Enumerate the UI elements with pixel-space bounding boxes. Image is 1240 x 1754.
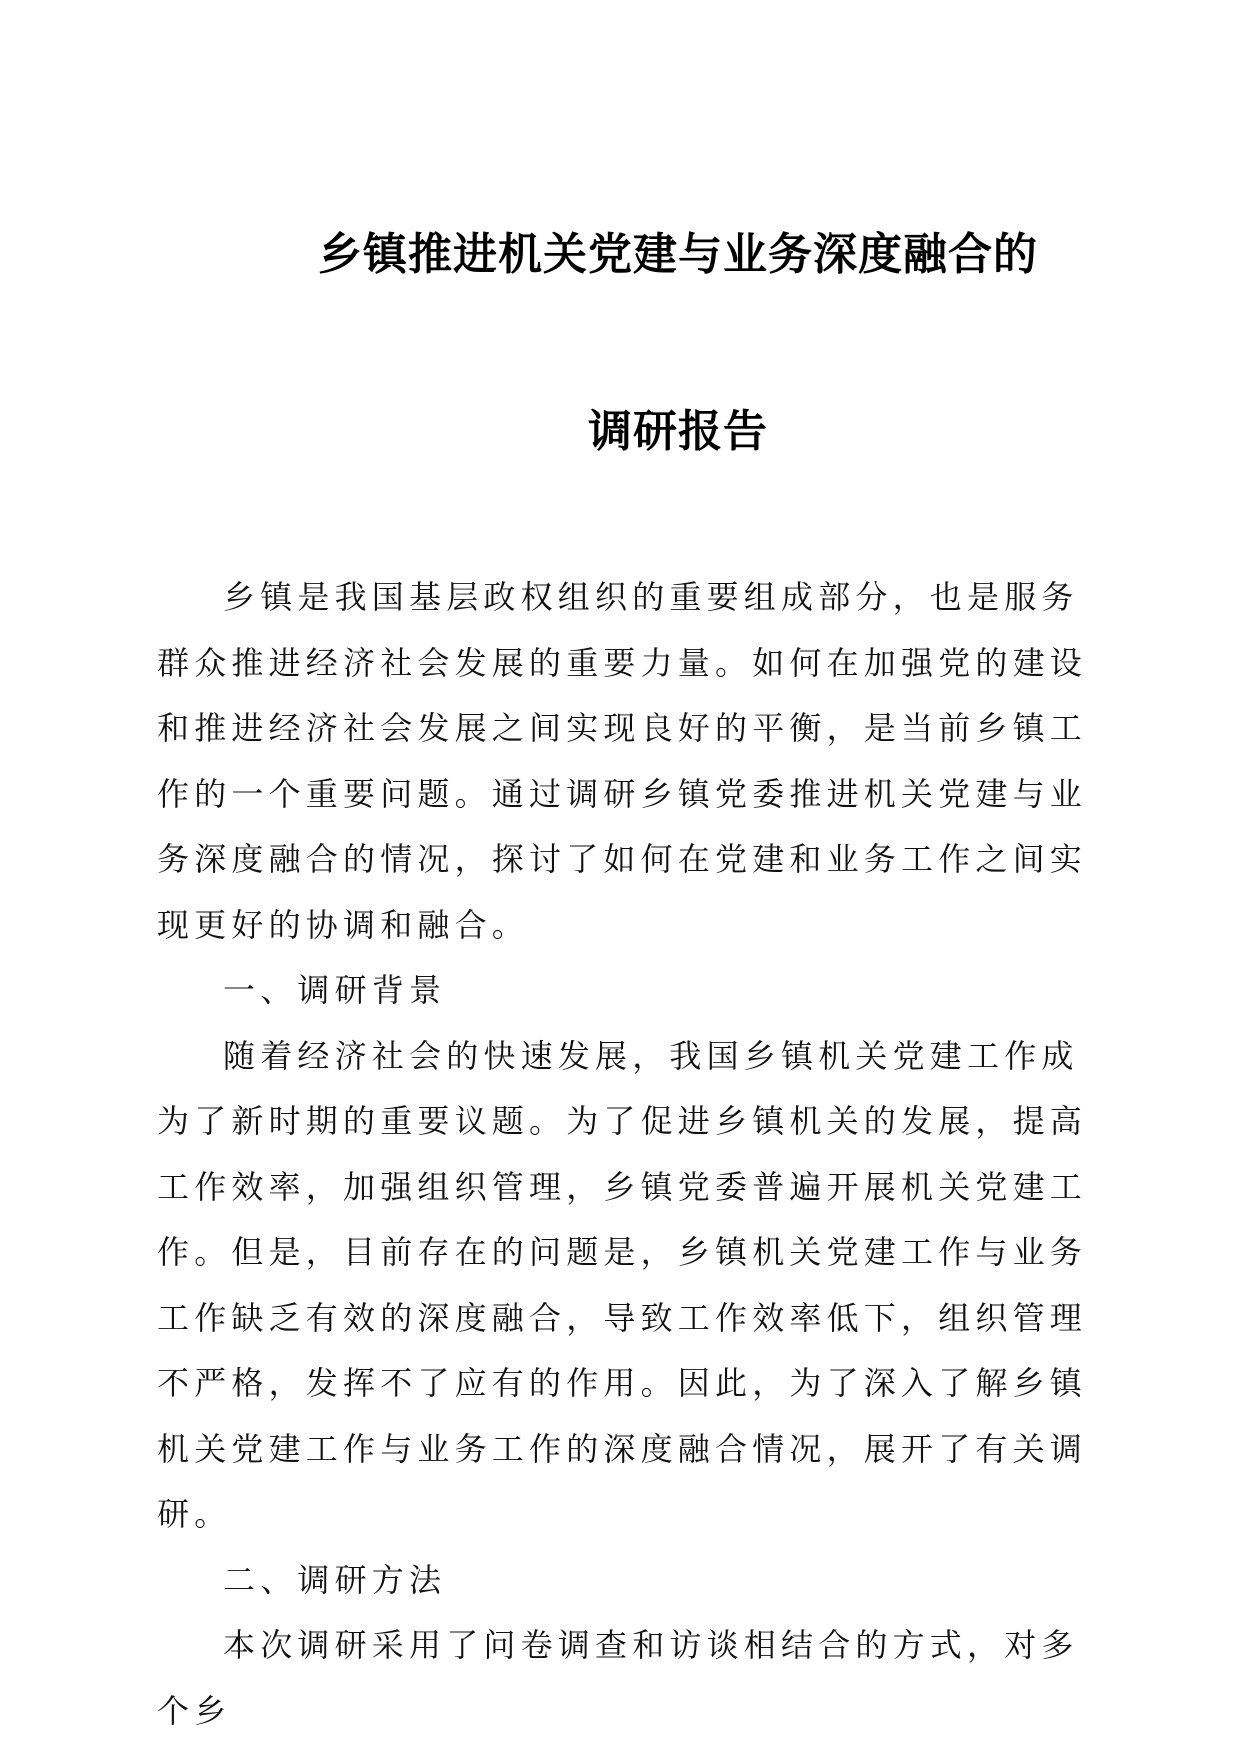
section-heading-method: 二、调研方法 (223, 1560, 447, 1599)
paragraph-method: 本次调研采用了问卷调查和访谈相结合的方式，对多个乡 (157, 1626, 1079, 1730)
paragraph-background: 随着经济社会的快速发展，我国乡镇机关党建工作成为了新时期的重要议题。为了促进乡镇机关的发展，提高工作效率，加强组织管理，乡镇党委普遍开展机关党建工作。但是，目前存在的问题是，乡镇机关党建工作与业务工作缺乏有效的深度融合，导致工作效率低下，组织管理不严格，发挥不了应有的作用。因此，为了深入了解乡镇机关党建工作与业务工作的深度融合情况，展开了有关调研。 (157, 1036, 1088, 1533)
title-line-1: 乡镇推进机关党建与业务深度融合的 (318, 229, 1038, 280)
title-line-2: 调研报告 (588, 406, 768, 457)
document-body (157, 565, 1093, 1744)
paragraph-intro: 乡镇是我国基层政权组织的重要组成部分，也是服务群众推进经济社会发展的重要力量。如何在加强党的建设和推进经济社会发展之间实现良好的平衡，是当前乡镇工作的一个重要问题。通过调研乡镇党委推进机关党建与业务深度融合的情况，探讨了如何在党建和业务工作之间实现更好的协调和融合。 (157, 578, 1088, 944)
section-heading-background: 一、调研背景 (223, 971, 447, 1009)
